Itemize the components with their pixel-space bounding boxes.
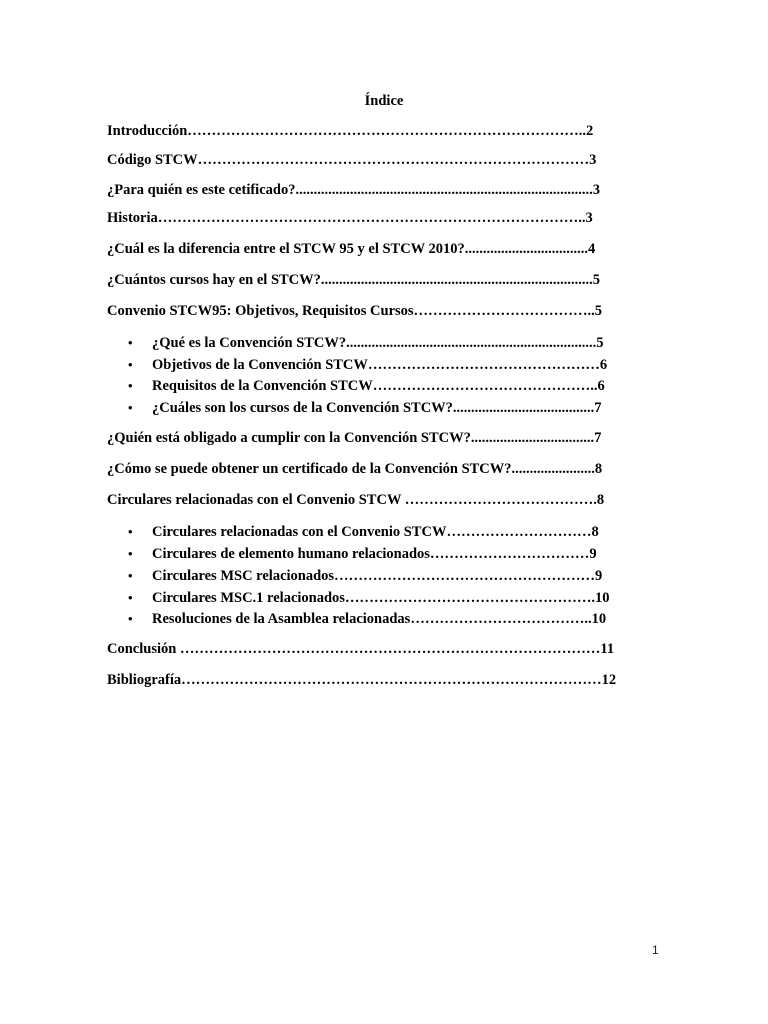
toc-entry-convenio-stcw95: Convenio STCW95: Objetivos, Requisitos Cursos………………………………..5 <box>107 303 603 319</box>
toc-subentry-resoluciones <box>128 609 606 629</box>
toc-subentry-label: ¿Qué es la Convención STCW?.....................................................................5 <box>152 335 604 351</box>
toc-subentry-label: Circulares relacionadas con el Convenio STCW…………………………8 <box>152 524 599 540</box>
toc-entry-cuantos-cursos: ¿Cuántos cursos hay en el STCW?...........................................................................5 <box>107 272 601 288</box>
toc-entry-bibliografia: Bibliografía……………………………………………………………………………12 <box>107 672 617 688</box>
toc-subentry-requisitos <box>128 376 605 396</box>
toc-subentry-elemento-humano <box>128 544 597 564</box>
bullet-icon: • <box>128 524 133 539</box>
toc-subentry-label: Circulares de elemento humano relacionados……………………………9 <box>152 546 597 562</box>
bullet-icon: • <box>128 378 133 393</box>
toc-subentry-label: Circulares MSC.1 relacionados…………………………………………….10 <box>152 590 610 606</box>
toc-subentry-que-es <box>128 333 604 353</box>
toc-title: Índice <box>364 93 404 109</box>
bullet-icon: • <box>128 335 133 350</box>
toc-entry-conclusion: Conclusión ……………………………………………………………………………11 <box>107 641 615 657</box>
toc-subentry-msc1 <box>128 588 610 608</box>
toc-subentry-label: ¿Cuáles son los cursos de la Convención STCW?.......................................7 <box>152 400 602 416</box>
bullet-icon: • <box>128 400 133 415</box>
toc-entry-introduccion: Introducción………………………………………………………………………..2 <box>107 123 594 139</box>
toc-entry-circulares: Circulares relacionadas con el Convenio STCW ………………………………….8 <box>107 492 605 508</box>
toc-subentry-circulares-convenio <box>128 522 599 542</box>
bullet-icon: • <box>128 590 133 605</box>
bullet-icon: • <box>128 568 133 583</box>
page-number: 1 <box>652 943 659 957</box>
toc-subentry-objetivos <box>128 355 607 375</box>
toc-subentry-msc <box>128 566 602 586</box>
toc-subentry-label: Resoluciones de la Asamblea relacionadas………………………………..10 <box>152 611 607 627</box>
toc-entry-para-quien: ¿Para quién es este cetificado?..................................................................................3 <box>107 182 600 198</box>
bullet-icon: • <box>128 611 133 626</box>
bullet-icon: • <box>128 546 133 561</box>
toc-subentry-label: Objetivos de la Convención STCW…………………………………………6 <box>152 357 608 373</box>
toc-entry-quien-obligado: ¿Quién está obligado a cumplir con la Convención STCW?..................................7 <box>107 430 602 446</box>
toc-entry-codigo-stcw: Código STCW………………………………………………………………………3 <box>107 152 597 168</box>
toc-subentry-label: Requisitos de la Convención STCW………………………………………..6 <box>152 378 605 394</box>
toc-subentry-label: Circulares MSC relacionados………………………………………………9 <box>152 568 603 584</box>
toc-subentry-cuales-cursos <box>128 398 602 418</box>
toc-entry-historia: Historia……………………………………………………………………………..3 <box>107 210 593 226</box>
bullet-icon: • <box>128 357 133 372</box>
toc-entry-como-obtener: ¿Cómo se puede obtener un certificado de la Convención STCW?.......................8 <box>107 461 603 477</box>
toc-entry-diferencia: ¿Cuál es la diferencia entre el STCW 95 y el STCW 2010?..................................4 <box>107 241 596 257</box>
